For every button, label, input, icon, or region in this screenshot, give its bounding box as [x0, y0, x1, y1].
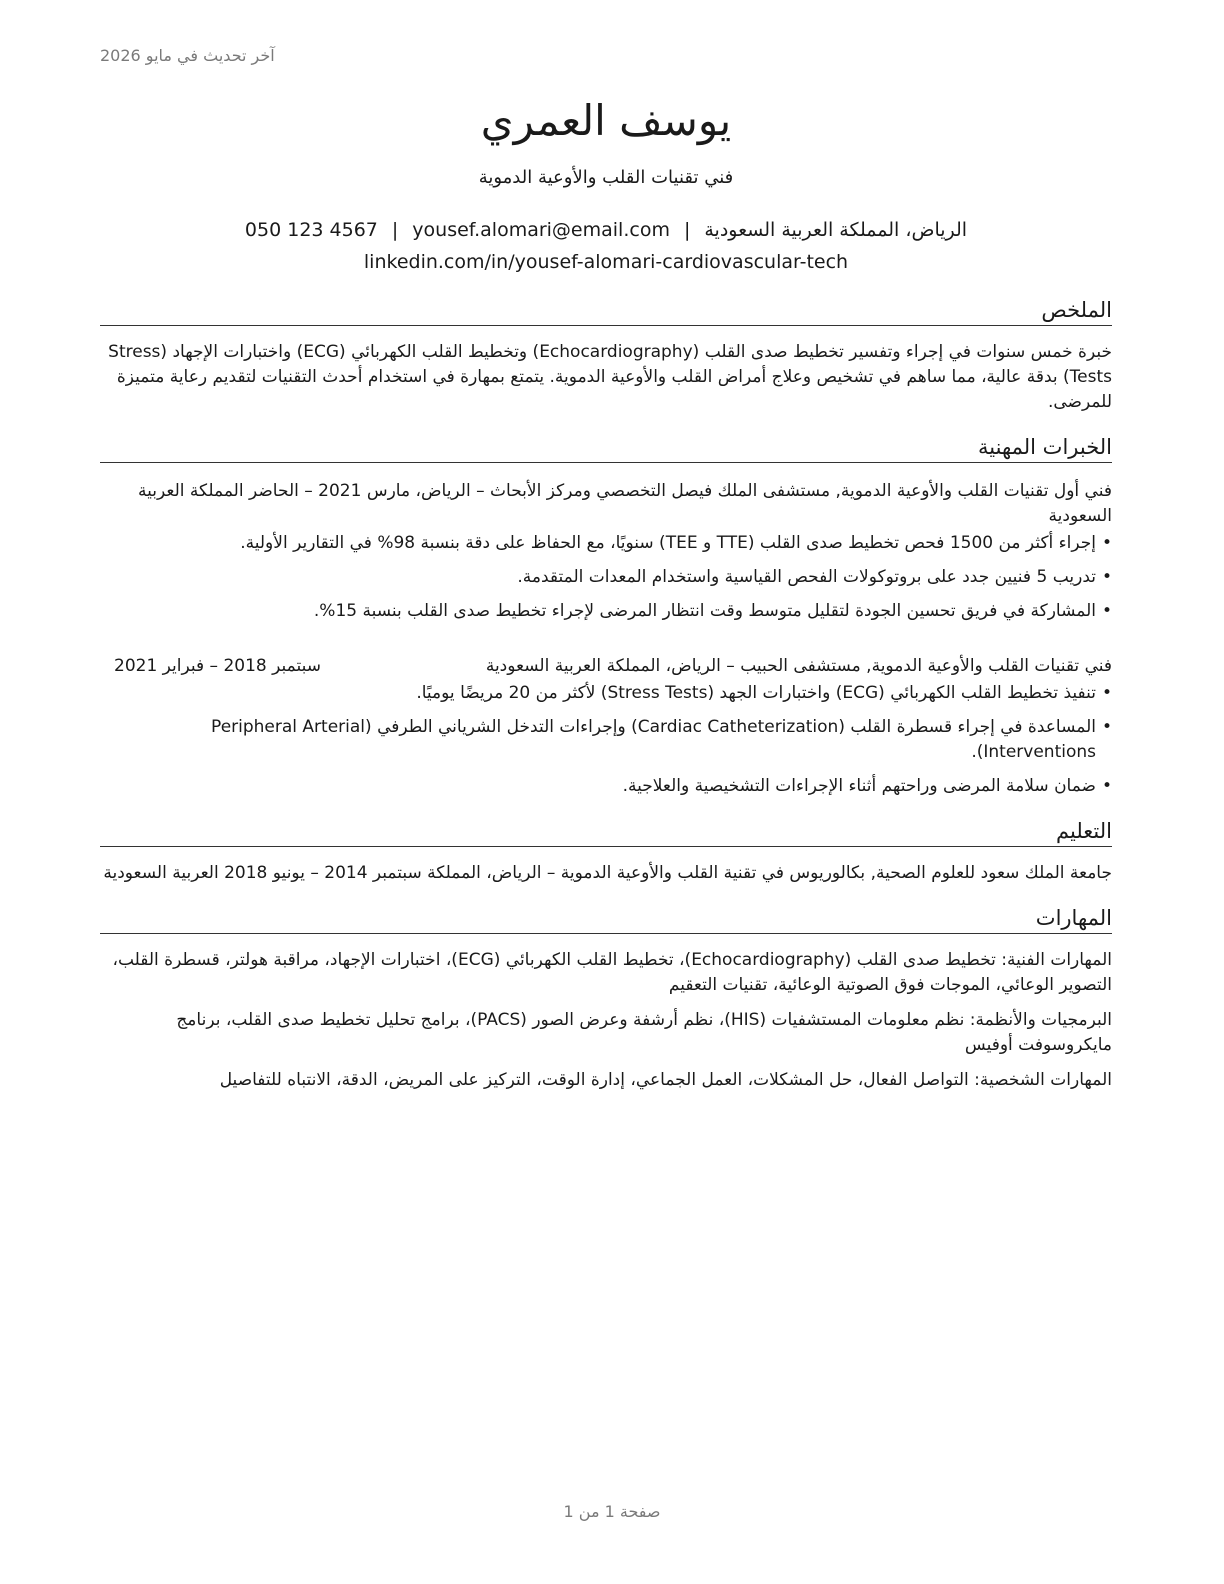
- list-item: • ضمان سلامة المرضى وراحتهم أثناء الإجراءات التشخيصية والعلاجية.: [622, 776, 1112, 796]
- summary-text: خبرة خمس سنوات في إجراء وتفسير تخطيط صدى القلب (Echocardiography) وتخطيط القلب الكهربائي (ECG) واختبارات الإجهاد (Stress Tests) بدقة عالية، مما ساهم في تشخيص وعلاج أمراض القلب والأوعية الدموية. يتمتع بمهارة في استخدام أحدث التقنيات لتقديم رعاية متميزة للمرضى.: [108, 342, 1112, 412]
- job-header: [100, 654, 1112, 679]
- section-heading-summary: الملخص: [100, 296, 1112, 326]
- last-updated-note: آخر تحديث في مايو 2026: [100, 46, 275, 65]
- list-item: • المساعدة في إجراء قسطرة القلب (Cardiac Catheterization) وإجراءات التدخل الشرياني الطرفي (Peripheral Arterial Interventions).: [211, 717, 1112, 762]
- section-heading-skills: المهارات: [100, 904, 1112, 934]
- resume-page: [100, 90, 1112, 1093]
- job-bullets: [100, 531, 1112, 624]
- skill-line: المهارات الشخصية: التواصل الفعال، حل المشكلات، العمل الجماعي، إدارة الوقت، التركيز على المريض، الدقة، الانتباه للتفاصيل: [219, 1070, 1112, 1090]
- skill-line: البرمجيات والأنظمة: نظم معلومات المستشفيات (HIS)، نظم أرشفة وعرض الصور (PACS)، برامج تحليل تخطيط صدى القلب، برنامج مايكروسوفت أوفيس: [176, 1010, 1112, 1055]
- job-bullets: [100, 681, 1112, 799]
- separator: |: [683, 219, 691, 241]
- job-header: فني أول تقنيات القلب والأوعية الدموية, مستشفى الملك فيصل التخصصي ومركز الأبحاث – الرياض، مارس 2021 – الحاضر المملكة العربية السعودية: [138, 481, 1112, 526]
- location: الرياض، المملكة العربية السعودية: [704, 219, 968, 241]
- section-heading-experience: الخبرات المهنية: [100, 433, 1112, 463]
- job-dates: سبتمبر 2018 – فبراير 2021: [114, 656, 321, 676]
- job-header-text: فني تقنيات القلب والأوعية الدموية, مستشفى الحبيب – الرياض، المملكة العربية السعودية: [485, 656, 1112, 676]
- skill-line: المهارات الفنية: تخطيط صدى القلب (Echocardiography)، تخطيط القلب الكهربائي (ECG)، اختبارات الإجهاد، مراقبة هولتر، قسطرة القلب، التصوير الوعائي، الموجات فوق الصوتية الوعائية، تقنيات التعقيم: [112, 950, 1112, 995]
- separator: |: [391, 219, 399, 241]
- section-heading-education: التعليم: [100, 817, 1112, 847]
- candidate-name: يوسف العمري: [480, 96, 732, 145]
- list-item: • تنفيذ تخطيط القلب الكهربائي (ECG) واختبارات الجهد (Stress Tests) لأكثر من 20 مريضًا يوميًا.: [416, 683, 1112, 703]
- list-item: • تدريب 5 فنيين جدد على بروتوكولات الفحص القياسية واستخدام المعدات المتقدمة.: [517, 567, 1112, 587]
- job-title: فني تقنيات القلب والأوعية الدموية: [478, 167, 734, 188]
- page-number: صفحة 1 من 1: [563, 1502, 661, 1521]
- job-entry: [100, 479, 1112, 624]
- skills-list: [100, 948, 1112, 1093]
- linkedin-link[interactable]: linkedin.com/in/yousef-alomari-cardiovascular-tech: [363, 251, 849, 273]
- job-entry: [100, 654, 1112, 799]
- contact-line: [100, 216, 1112, 244]
- list-item: • إجراء أكثر من 1500 فحص تخطيط صدى القلب (TTE و TEE) سنويًا، مع الحفاظ على دقة بنسبة 98% في التقارير الأولية.: [240, 533, 1112, 553]
- email-link[interactable]: yousef.alomari@email.com: [412, 219, 670, 241]
- list-item: • المشاركة في فريق تحسين الجودة لتقليل متوسط وقت انتظار المرضى لإجراء تخطيط صدى القلب بنسبة 15%.: [313, 601, 1112, 621]
- education-text: جامعة الملك سعود للعلوم الصحية, بكالوريوس في تقنية القلب والأوعية الدموية – الرياض، المملكة سبتمبر 2014 – يونيو 2018 العربية السعودية: [103, 863, 1112, 883]
- phone-number: 050 123 4567: [244, 219, 378, 241]
